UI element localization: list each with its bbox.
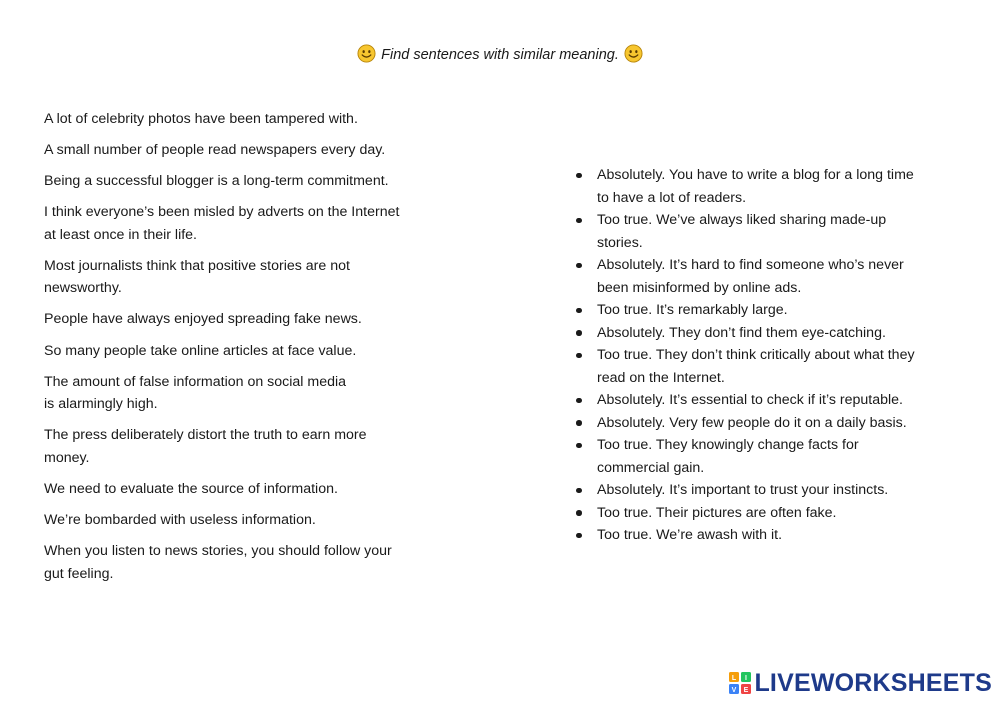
response-text: Absolutely. It’s essential to check if it’s reputable. (597, 392, 903, 408)
response-item[interactable] (572, 502, 972, 525)
bullet-icon (576, 353, 582, 359)
bullet-icon (576, 398, 582, 404)
statement-item[interactable]: So many people take online articles at face value. (44, 342, 357, 359)
response-text: Too true. It’s remarkably large. (597, 302, 788, 318)
bullet-icon (576, 443, 582, 449)
responses-column (572, 164, 972, 547)
liveworksheets-blocks-icon (729, 672, 751, 694)
response-item[interactable] (572, 479, 972, 502)
statement-item[interactable]: People have always enjoyed spreading fake news. (44, 311, 362, 328)
svg-text:V: V (732, 687, 737, 694)
response-item[interactable] (572, 344, 972, 389)
svg-text:L: L (732, 675, 737, 682)
statement-item[interactable]: When you listen to news stories, you should follow your gut feeling. (44, 543, 392, 582)
statement-item[interactable]: The amount of false information on social media is alarmingly high. (44, 373, 347, 413)
svg-text:I: I (745, 675, 748, 682)
smiley-face-icon (624, 44, 643, 63)
bullet-icon (576, 330, 582, 336)
response-text: Too true. They don’t think critically about what they read on the Internet. (597, 347, 915, 386)
statement-item[interactable]: A lot of celebrity photos have been tampered with. (44, 111, 358, 127)
response-text: Too true. We’ve always liked sharing made-up stories. (597, 212, 887, 251)
response-text: Too true. Their pictures are often fake. (597, 504, 837, 521)
response-item[interactable] (572, 412, 972, 435)
responses-list (572, 164, 972, 547)
bullet-icon (576, 173, 582, 179)
response-text: Too true. We’re awash with it. (597, 527, 783, 543)
bullet-icon (576, 488, 582, 494)
bullet-icon (576, 308, 582, 314)
response-item[interactable] (572, 434, 972, 479)
response-text: Too true. They knowingly change facts for commercial gain. (597, 437, 859, 476)
statement-item[interactable]: We’re bombarded with useless information. (44, 511, 316, 528)
statement-item[interactable]: A small number of people read newspapers every day. (44, 142, 386, 159)
statement-item[interactable]: I think everyone’s been misled by adverts on the Internet at least once in their life. (44, 204, 400, 243)
smiley-face-icon (357, 44, 376, 63)
brand-name: LIVEWORKSHEETS (754, 668, 992, 697)
statement-item[interactable]: The press deliberately distort the truth to earn more money. (44, 427, 367, 466)
response-text: Absolutely. Very few people do it on a daily basis. (597, 414, 907, 431)
instruction-text: Find sentences with similar meaning. (381, 47, 619, 63)
bullet-icon (576, 420, 582, 426)
response-item[interactable] (572, 254, 972, 299)
response-text: Absolutely. It’s important to trust your instincts. (597, 482, 889, 498)
statement-item[interactable]: We need to evaluate the source of information. (44, 480, 338, 497)
svg-text:E: E (744, 687, 749, 694)
bullet-icon (576, 533, 582, 539)
bullet-icon (576, 263, 582, 269)
statement-item[interactable]: Being a successful blogger is a long-term commitment. (44, 173, 389, 190)
liveworksheets-logo (729, 669, 992, 697)
response-text: Absolutely. It’s hard to find someone who’s never been misinformed by online ads. (597, 257, 904, 296)
response-item[interactable] (572, 322, 972, 345)
response-item[interactable] (572, 389, 972, 412)
response-text: Absolutely. You have to write a blog for a long time to have a lot of readers. (597, 167, 914, 206)
response-item[interactable] (572, 209, 972, 254)
response-item[interactable] (572, 164, 972, 209)
statement-item[interactable]: Most journalists think that positive stories are not newsworthy. (44, 257, 350, 297)
response-text: Absolutely. They don’t find them eye-catching. (597, 324, 886, 341)
bullet-icon (576, 218, 582, 224)
response-item[interactable] (572, 524, 972, 547)
statements-column (44, 108, 454, 594)
bullet-icon (576, 510, 582, 516)
response-item[interactable] (572, 299, 972, 322)
instruction-title (0, 44, 1000, 66)
